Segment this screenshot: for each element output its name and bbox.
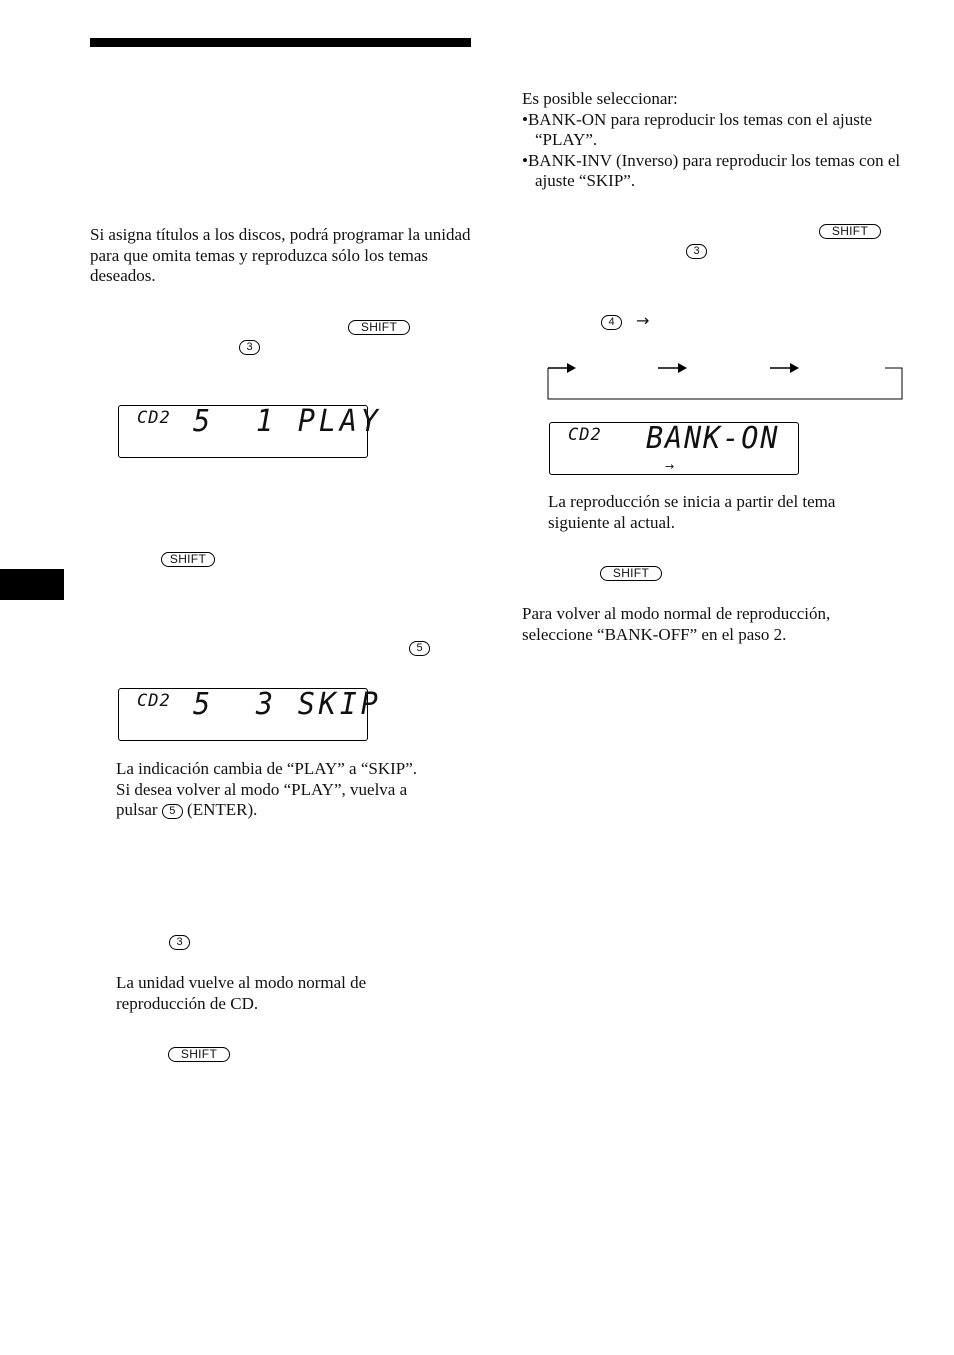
list-item: •BANK-ON para reproducir los temas con el ajuste “PLAY”. (522, 109, 873, 149)
skip-note-text: pulsar (116, 800, 158, 819)
skip-note-line (116, 800, 476, 821)
selection-intro: Es posible seleccionar: (522, 89, 678, 108)
lcd-disc-label: CD2 (137, 408, 171, 428)
skip-note-line: Si desea volver al modo “PLAY”, vuelva a (116, 779, 408, 799)
shift-key: SHIFT (819, 224, 881, 239)
selection-list (522, 110, 902, 192)
section-rule (90, 38, 471, 47)
normal-mode-note: La unidad vuelve al modo normal de reproducción de CD. (116, 973, 367, 1013)
key-3: 3 (686, 244, 707, 259)
lcd-display-skip (118, 687, 382, 741)
key-3: 3 (239, 340, 260, 355)
skip-note (116, 759, 476, 821)
start-note: La reproducción se inicia a partir del tema siguiente al actual. (548, 492, 836, 532)
shift-key: SHIFT (168, 1047, 230, 1062)
key-5: 5 (409, 641, 430, 656)
bank-off-note: Para volver al modo normal de reproducción, seleccione “BANK-OFF” en el paso 2. (522, 604, 831, 644)
shift-key: SHIFT (600, 566, 662, 581)
skip-note-text: (ENTER). (187, 800, 258, 819)
lcd-disc-label: CD2 (137, 691, 171, 711)
arrow-right-icon: → (665, 460, 675, 473)
key-5: 5 (162, 804, 183, 819)
lcd-main-text: BANK-ON (646, 421, 780, 456)
mode-cycle-diagram (545, 358, 905, 402)
lcd-main-text: 5 1 PLAY (193, 404, 382, 439)
key-3: 3 (169, 935, 190, 950)
shift-key: SHIFT (161, 552, 215, 567)
key-4: 4 (601, 315, 622, 330)
shift-key: SHIFT (348, 320, 410, 335)
lcd-main-text: 5 3 SKIP (193, 687, 382, 722)
intro-paragraph: Si asigna títulos a los discos, podrá programar la unidad para que omita temas y reproduzca sólo los temas deseados. (90, 225, 471, 285)
list-item-text: BANK-ON para reproducir los temas con el ajuste “PLAY”. (527, 109, 873, 149)
list-item: •BANK-INV (Inverso) para reproducir los temas con el ajuste “SKIP”. (522, 150, 901, 190)
skip-note-line: La indicación cambia de “PLAY” a “SKIP”. (116, 759, 418, 778)
lcd-display-play (118, 404, 382, 458)
selection-list-block (522, 89, 902, 192)
arrow-right-icon: → (636, 311, 650, 330)
list-item-text: BANK-INV (Inverso) para reproducir los temas con el ajuste “SKIP”. (527, 150, 901, 190)
side-tab (0, 569, 64, 600)
lcd-disc-label: CD2 (568, 425, 602, 445)
lcd-display-bank (549, 422, 799, 475)
